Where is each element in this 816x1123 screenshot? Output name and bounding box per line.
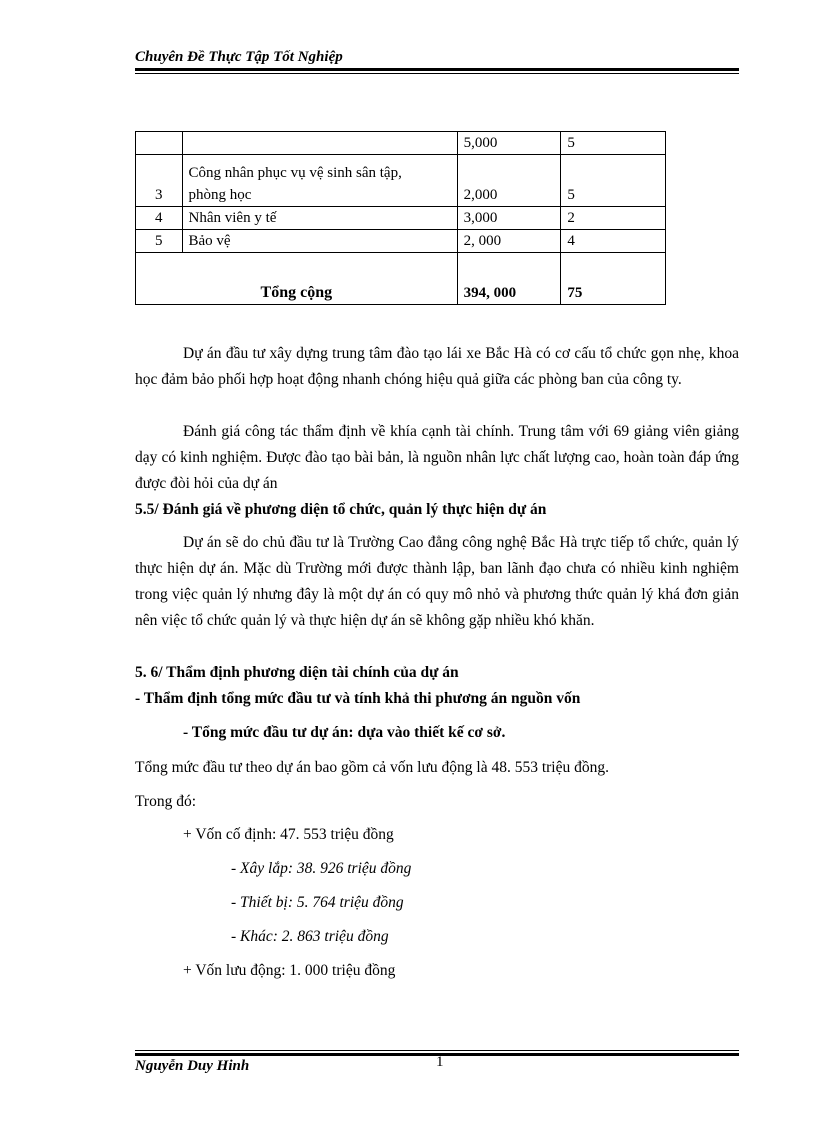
row-position: Nhân viên y tế: [182, 207, 457, 230]
row-salary: 3,000: [457, 207, 561, 230]
section-heading-5-5: 5.5/ Đánh giá về phương diện tổ chức, quản lý thực hiện dự án: [135, 501, 547, 518]
row-count: 4: [561, 230, 666, 253]
header-rule-thin: [135, 73, 739, 74]
table-row: [136, 132, 666, 155]
row-number: 5: [136, 230, 183, 253]
row-salary: 2, 000: [457, 230, 561, 253]
sub-heading-investment: - Thẩm định tổng mức đầu tư và tính khả thi phương án nguồn vốn: [135, 690, 581, 707]
paragraph-structure: Dự án đầu tư xây dựng trung tâm đào tạo lái xe Bắc Hà có cơ cấu tổ chức gọn nhẹ, khoa học đảm bảo phối hợp hoạt động nhanh chóng hiệu quả giữa các phòng ban của công ty.: [135, 345, 739, 388]
section-heading-5-6: 5. 6/ Thẩm định phương diện tài chính của dự án: [135, 664, 459, 681]
row-count: 2: [561, 207, 666, 230]
working-capital-item: + Vốn lưu động: 1. 000 triệu đồng: [183, 962, 396, 979]
header-rule-thick: [135, 68, 739, 71]
fixed-capital-item: + Vốn cố định: 47. 553 triệu đồng: [183, 826, 394, 843]
row-position: Công nhân phục vụ vệ sinh sân tập, phòng học: [182, 155, 457, 207]
table-row: [136, 207, 666, 230]
row-position: [182, 132, 457, 155]
row-number: 4: [136, 207, 183, 230]
staff-table: [135, 131, 666, 305]
row-count: 5: [561, 155, 666, 207]
table-total-row: [136, 253, 666, 305]
total-count: 75: [561, 253, 666, 305]
page-number: 1: [436, 1054, 444, 1070]
row-number: [136, 132, 183, 155]
row-number: 3: [136, 155, 183, 207]
list-item: - Thiết bị: 5. 764 triệu đồng: [231, 894, 404, 911]
footer-author: Nguyễn Duy Hinh: [135, 1058, 250, 1074]
total-label: Tổng cộng: [136, 253, 458, 305]
sub-heading-total-investment: - Tổng mức đầu tư dự án: dựa vào thiết kế cơ sở.: [183, 724, 506, 741]
table-row: [136, 155, 666, 207]
paragraph-management: Dự án sẽ do chủ đầu tư là Trường Cao đẳng công nghệ Bắc Hà trực tiếp tổ chức, quản lý thực hiện dự án. Mặc dù Trường mới được thành lập, ban lãnh đạo chưa có nhiều kinh nghiệm trong việc quản lý nhưng đây là một dự án có quy mô nhỏ và phương thức quản lý khá đơn giản nên việc tổ chức quản lý và thực hiện dự án sẽ không gặp nhiều khó khăn.: [135, 534, 739, 629]
paragraph-total-investment: Tổng mức đầu tư theo dự án bao gồm cả vốn lưu động là 48. 553 triệu đồng.: [135, 759, 609, 776]
list-item: - Khác: 2. 863 triệu đồng: [231, 928, 389, 945]
row-salary: 2,000: [457, 155, 561, 207]
footer-rule-thin: [135, 1050, 739, 1051]
row-salary: 5,000: [457, 132, 561, 155]
row-position: Bảo vệ: [182, 230, 457, 253]
row-count: 5: [561, 132, 666, 155]
paragraph-of-which: Trong đó:: [135, 793, 197, 810]
total-salary: 394, 000: [457, 253, 561, 305]
list-item: - Xây lắp: 38. 926 triệu đồng: [231, 860, 412, 877]
paragraph-finance-review: Đánh giá công tác thẩm định về khía cạnh tài chính. Trung tâm với 69 giảng viên giảng dạy có kinh nghiệm. Được đào tạo bài bản, là nguồn nhân lực chất lượng cao, hoàn toàn đáp ứng được đòi hỏi của dự án: [135, 423, 739, 492]
table-row: [136, 230, 666, 253]
header-title: Chuyên Đề Thực Tập Tốt Nghiệp: [135, 49, 343, 65]
